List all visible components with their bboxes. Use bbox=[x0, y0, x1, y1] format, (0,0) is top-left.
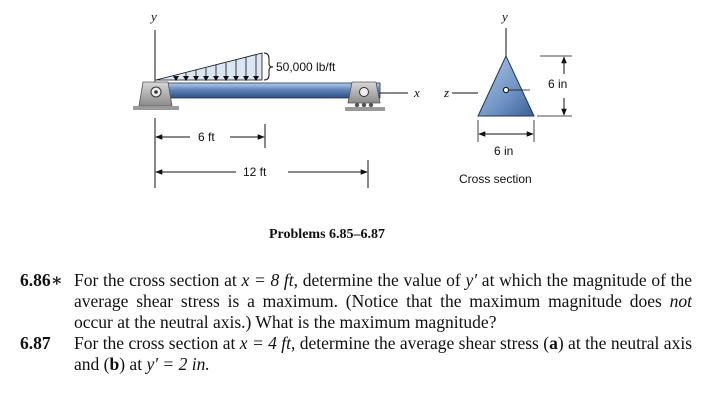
centroid-marker bbox=[503, 87, 508, 92]
load-label: 50,000 lb/ft bbox=[276, 60, 336, 74]
triangle-section bbox=[478, 56, 534, 116]
problem-text: For the cross section at x = 4 ft, determine the average shear stress (a) at the neutral axis and (b) at y′ = 2 in. bbox=[74, 333, 692, 374]
cs-height-label: 6 in bbox=[548, 77, 568, 91]
problem-number: 6.86∗ bbox=[20, 270, 63, 290]
figure-caption: Problems 6.85–6.87 bbox=[269, 227, 386, 242]
problem-687 bbox=[20, 333, 692, 375]
problem-686 bbox=[20, 270, 692, 333]
beam-y-axis bbox=[149, 9, 157, 82]
beam-x-axis bbox=[380, 85, 420, 100]
cross-section bbox=[443, 9, 572, 186]
problem-number: 6.87 bbox=[20, 333, 51, 353]
problem-text: For the cross section at x = 8 ft, determine the value of y′ at which the magnitude of the average shear stress is a maximum. (Notice that the maximum magnitude does not occur at the neutral axis.) What is the maximum magnitude? bbox=[74, 270, 693, 332]
dim-6ft-label: 6 ft bbox=[198, 130, 215, 144]
cs-caption: Cross section bbox=[459, 172, 532, 186]
beam-y-label: y bbox=[151, 9, 157, 24]
dimension-lines bbox=[155, 118, 368, 188]
distributed-load bbox=[156, 53, 336, 81]
beam bbox=[150, 83, 380, 98]
cs-y-label: y bbox=[502, 9, 508, 24]
beam-x-label: x bbox=[414, 85, 420, 100]
cs-z-label: z bbox=[444, 85, 450, 100]
dim-12ft-label: 12 ft bbox=[243, 165, 267, 179]
cs-width-label: 6 in bbox=[494, 144, 514, 158]
problem-list bbox=[20, 270, 692, 375]
